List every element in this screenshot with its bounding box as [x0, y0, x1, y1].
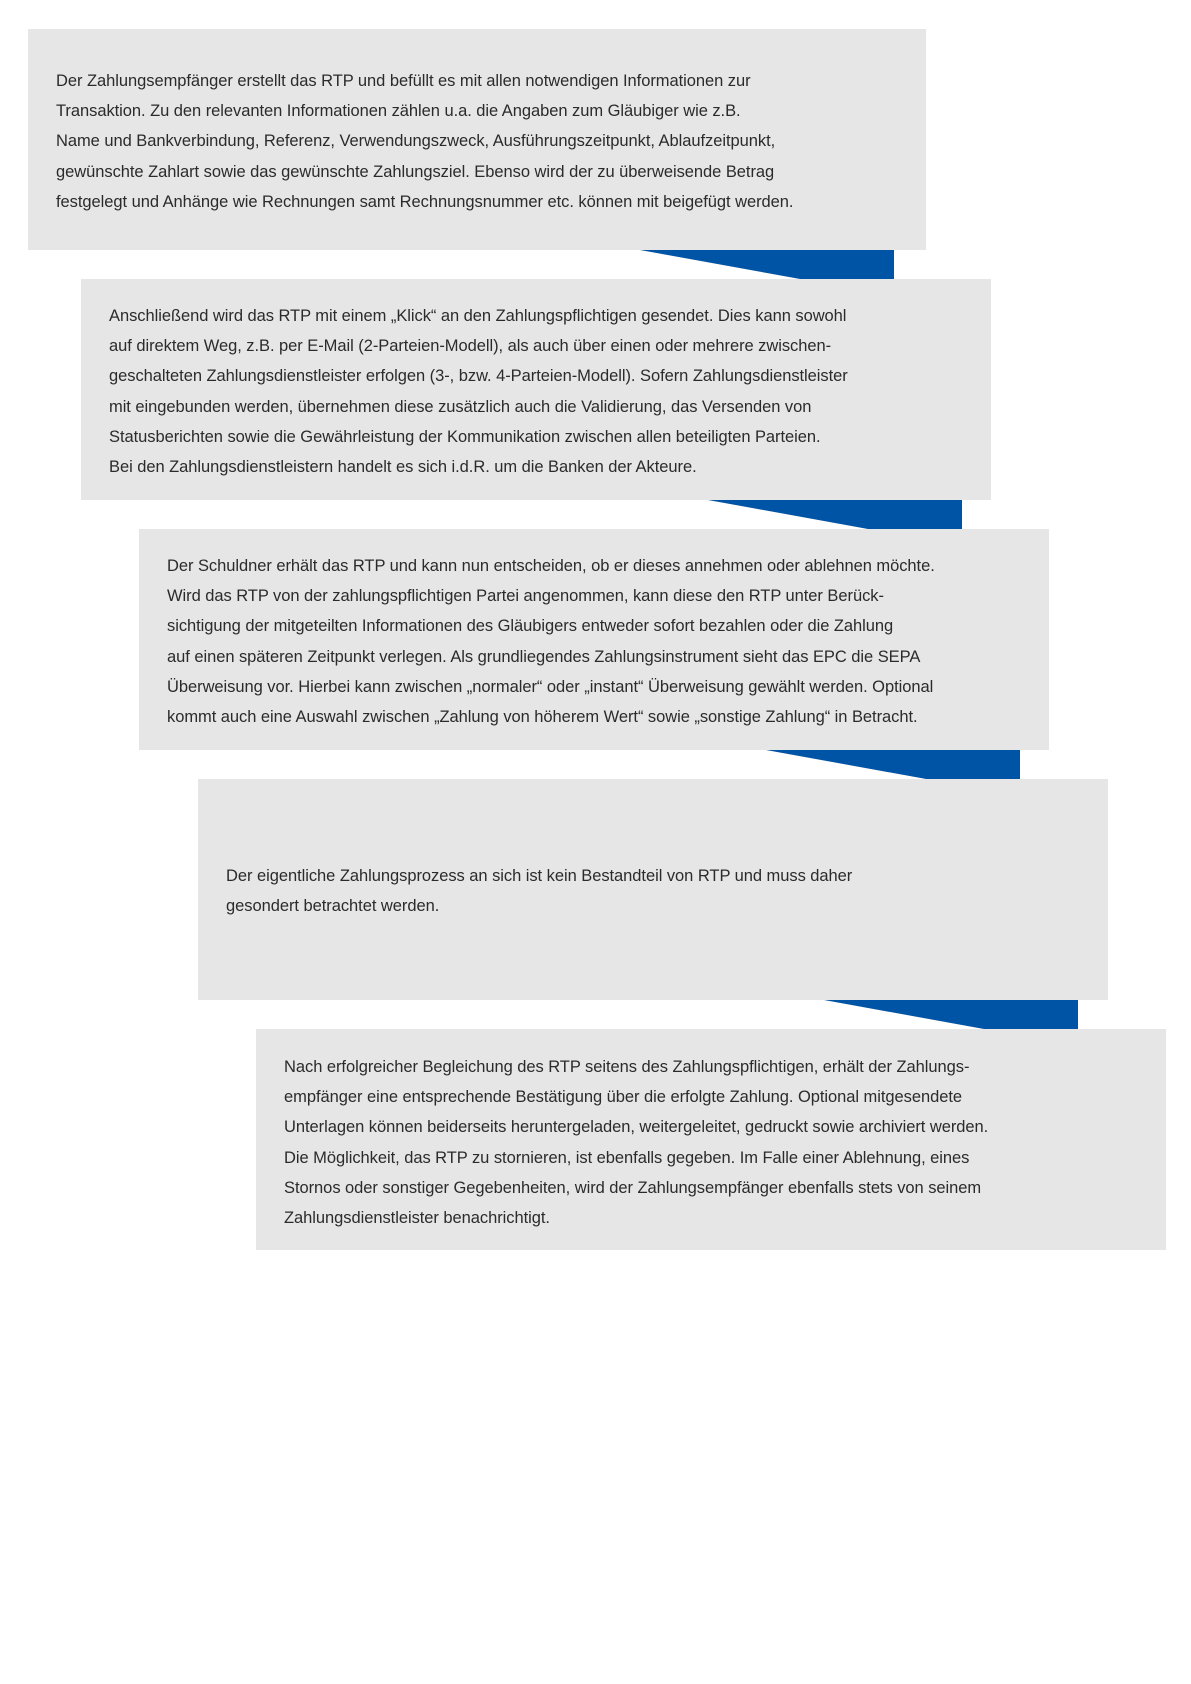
step-text-line: Stornos oder sonstiger Gegebenheiten, wird der Zahlungsempfänger ebenfalls stets von seinem [284, 1178, 982, 1197]
process-step-3-text [167, 551, 1049, 732]
step-text-line: auf einen späteren Zeitpunkt verlegen. Als grundliegendes Zahlungsinstrument sieht das EPC die SEPA [167, 647, 921, 666]
process-step-3-box [139, 529, 1049, 750]
step-text-line: Die Möglichkeit, das RTP zu stornieren, ist ebenfalls gegeben. Im Falle einer Ablehnung, eines [284, 1148, 970, 1167]
step-text-line: Unterlagen können beiderseits heruntergeladen, weitergeleitet, gedruckt sowie archiviert werden. [284, 1118, 989, 1137]
step-text-line: Der eigentliche Zahlungsprozess an sich ist kein Bestandteil von RTP und muss daher [226, 867, 853, 885]
process-step-5-text [284, 1052, 1166, 1233]
step-text-line: geschalteten Zahlungsdienstleister erfolgen (3-, bzw. 4-Parteien-Modell). Sofern Zahlungsdienstleister [109, 367, 848, 386]
step-text-line: Wird das RTP von der zahlungspflichtigen Partei angenommen, kann diese den RTP unter Berück- [167, 587, 884, 606]
step-text-line: Der Zahlungsempfänger erstellt das RTP und befüllt es mit allen notwendigen Informationen zur [56, 72, 751, 90]
step-text-line: Überweisung vor. Hierbei kann zwischen „normaler“ oder „instant“ Überweisung gewählt werden. Optional [167, 677, 934, 696]
step-text-line: kommt auch eine Auswahl zwischen „Zahlung von höherem Wert“ sowie „sonstige Zahlung“ in Betracht. [167, 708, 918, 727]
step-text-line: Name und Bankverbindung, Referenz, Verwendungszweck, Ausführungszeitpunkt, Ablaufzeitpunkt, [56, 132, 776, 151]
step-text-line: Nach erfolgreicher Begleichung des RTP seitens des Zahlungspflichtigen, erhält der Zahlungs- [284, 1058, 970, 1076]
step-text-line: festgelegt und Anhänge wie Rechnungen samt Rechnungsnummer etc. können mit beigefügt werden. [56, 192, 794, 211]
step-text-line: empfänger eine entsprechende Bestätigung über die erfolgte Zahlung. Optional mitgesendete [284, 1088, 963, 1107]
step-text-line: Transaktion. Zu den relevanten Informationen zählen u.a. die Angaben zum Gläubiger wie z.B. [56, 102, 741, 121]
process-step-5-box [256, 1029, 1166, 1250]
step-text-line: Bei den Zahlungsdienstleistern handelt es sich i.d.R. um die Banken der Akteure. [109, 458, 697, 477]
step-text-line: Der Schuldner erhält das RTP und kann nun entscheiden, ob er dieses annehmen oder ablehnen möchte. [167, 557, 935, 575]
process-step-4-box [198, 779, 1108, 1000]
process-step-4-text [226, 861, 1108, 921]
step-text-line: gesondert betrachtet werden. [226, 897, 440, 916]
process-step-2-box [81, 279, 991, 500]
step-text-line: Anschließend wird das RTP mit einem „Klick“ an den Zahlungspflichtigen gesendet. Dies kann sowohl [109, 307, 847, 325]
step-text-line: auf direktem Weg, z.B. per E-Mail (2-Parteien-Modell), als auch über einen oder mehrere zwischen- [109, 337, 832, 356]
step-text-line: sichtigung der mitgeteilten Informationen des Gläubigers entweder sofort bezahlen oder die Zahlung [167, 617, 894, 636]
step-text-line: Statusberichten sowie die Gewährleistung der Kommunikation zwischen allen beteiligten Parteien. [109, 427, 821, 446]
step-text-line: mit eingebunden werden, übernehmen diese zusätzlich auch die Validierung, das Versenden von [109, 397, 812, 416]
step-text-line: gewünschte Zahlart sowie das gewünschte Zahlungsziel. Ebenso wird der zu überweisende Betrag [56, 162, 775, 181]
process-step-1-box [28, 29, 926, 250]
process-step-2-text [109, 301, 991, 482]
step-text-line: Zahlungsdienstleister benachrichtigt. [284, 1209, 550, 1228]
process-step-1-text [56, 66, 926, 217]
